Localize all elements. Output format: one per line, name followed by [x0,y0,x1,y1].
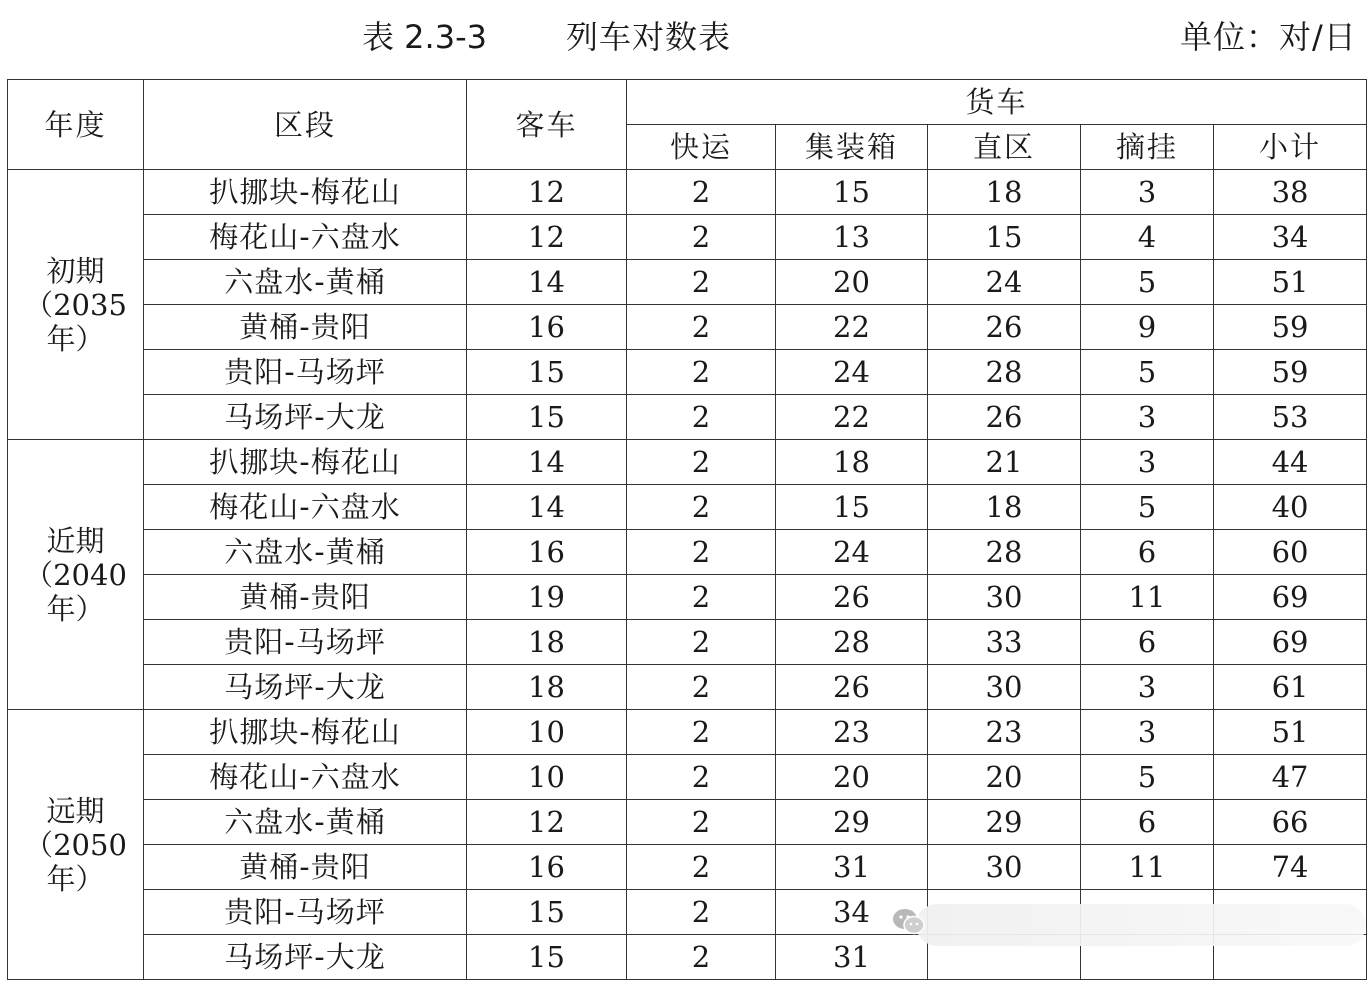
header-subtotal: 小计 [1214,125,1367,170]
express-cell: 2 [627,845,776,890]
direct-cell: 23 [928,710,1081,755]
container-cell: 22 [776,395,928,440]
period-cell [8,440,144,710]
pickup-cell [1081,935,1214,980]
express-cell: 2 [627,710,776,755]
table-title: 列车对数表 [566,18,732,56]
subtotal-cell: 69 [1214,620,1367,665]
period-year: （2035 [24,287,127,322]
pickup-cell: 6 [1081,620,1214,665]
direct-cell: 28 [928,530,1081,575]
table-number: 表 2.3-3 [362,18,487,56]
direct-cell: 24 [928,260,1081,305]
container-cell: 31 [776,935,928,980]
subtotal-cell: 38 [1214,170,1367,215]
pickup-cell: 9 [1081,305,1214,350]
direct-cell: 30 [928,575,1081,620]
container-cell: 18 [776,440,928,485]
train-pairs-table [7,79,1367,980]
subtotal-cell: 34 [1214,215,1367,260]
table-row [8,215,1367,260]
passenger-cell: 16 [467,845,627,890]
passenger-cell: 18 [467,665,627,710]
period-name: 初期 [46,253,105,288]
section-cell: 扒挪块-梅花山 [144,440,467,485]
container-cell: 28 [776,620,928,665]
express-cell: 2 [627,575,776,620]
subtotal-cell: 60 [1214,530,1367,575]
table-row [8,800,1367,845]
container-cell: 15 [776,485,928,530]
table-row [8,755,1367,800]
direct-cell: 30 [928,845,1081,890]
table-row [8,845,1367,890]
container-cell: 34 [776,890,928,935]
period-name: 近期 [46,523,105,558]
pickup-cell: 3 [1081,440,1214,485]
period-year-suffix: 年） [46,591,105,626]
table-row [8,395,1367,440]
passenger-cell: 19 [467,575,627,620]
passenger-cell: 16 [467,305,627,350]
section-cell: 马场坪-大龙 [144,935,467,980]
express-cell: 2 [627,260,776,305]
pickup-cell: 11 [1081,845,1214,890]
table-row [8,710,1367,755]
subtotal-cell: 61 [1214,665,1367,710]
passenger-cell: 15 [467,350,627,395]
container-cell: 26 [776,665,928,710]
passenger-cell: 16 [467,530,627,575]
passenger-cell: 10 [467,710,627,755]
pickup-cell: 6 [1081,530,1214,575]
section-cell: 黄桶-贵阳 [144,305,467,350]
direct-cell: 21 [928,440,1081,485]
express-cell: 2 [627,935,776,980]
period-year: （2050 [24,827,127,862]
express-cell: 2 [627,755,776,800]
table-row [8,530,1367,575]
container-cell: 13 [776,215,928,260]
period-year: （2040 [24,557,127,592]
express-cell: 2 [627,890,776,935]
period-year-suffix: 年） [46,861,105,896]
table-row [8,350,1367,395]
table-row [8,260,1367,305]
direct-cell: 26 [928,395,1081,440]
header-pickup: 摘挂 [1081,125,1214,170]
pickup-cell: 5 [1081,260,1214,305]
period-cell [8,710,144,980]
container-cell: 20 [776,260,928,305]
passenger-cell: 15 [467,935,627,980]
container-cell: 24 [776,350,928,395]
subtotal-cell: 47 [1214,755,1367,800]
subtotal-cell: 59 [1214,350,1367,395]
pickup-cell: 4 [1081,215,1214,260]
passenger-cell: 18 [467,620,627,665]
table-row [8,440,1367,485]
express-cell: 2 [627,215,776,260]
pickup-cell: 3 [1081,665,1214,710]
pickup-cell: 6 [1081,800,1214,845]
passenger-cell: 15 [467,890,627,935]
passenger-cell: 15 [467,395,627,440]
container-cell: 20 [776,755,928,800]
passenger-cell: 14 [467,485,627,530]
passenger-cell: 14 [467,440,627,485]
container-cell: 23 [776,710,928,755]
express-cell: 2 [627,485,776,530]
express-cell: 2 [627,305,776,350]
express-cell: 2 [627,620,776,665]
direct-cell: 26 [928,305,1081,350]
table-row [8,890,1367,935]
subtotal-cell: 69 [1214,575,1367,620]
pickup-cell: 5 [1081,755,1214,800]
subtotal-cell: 44 [1214,440,1367,485]
header-direct: 直区 [928,125,1081,170]
header-passenger: 客车 [467,80,627,170]
header-container: 集装箱 [776,125,928,170]
section-cell: 马场坪-大龙 [144,665,467,710]
express-cell: 2 [627,800,776,845]
express-cell: 2 [627,440,776,485]
section-cell: 马场坪-大龙 [144,395,467,440]
express-cell: 2 [627,530,776,575]
table-row [8,170,1367,215]
header-section: 区段 [144,80,467,170]
direct-cell: 29 [928,800,1081,845]
direct-cell [928,890,1081,935]
container-cell: 15 [776,170,928,215]
container-cell: 26 [776,575,928,620]
direct-cell: 18 [928,485,1081,530]
container-cell: 31 [776,845,928,890]
period-name: 远期 [46,793,105,828]
section-cell: 黄桶-贵阳 [144,575,467,620]
section-cell: 扒挪块-梅花山 [144,170,467,215]
section-cell: 六盘水-黄桶 [144,800,467,845]
pickup-cell: 3 [1081,170,1214,215]
table-row [8,305,1367,350]
direct-cell: 15 [928,215,1081,260]
period-year-suffix: 年） [46,321,105,356]
period-cell [8,170,144,440]
pickup-cell: 5 [1081,350,1214,395]
subtotal-cell: 74 [1214,845,1367,890]
pickup-cell: 3 [1081,710,1214,755]
pickup-cell [1081,890,1214,935]
section-cell: 六盘水-黄桶 [144,530,467,575]
container-cell: 24 [776,530,928,575]
subtotal-cell: 40 [1214,485,1367,530]
direct-cell [928,935,1081,980]
section-cell: 梅花山-六盘水 [144,755,467,800]
express-cell: 2 [627,350,776,395]
header-year: 年度 [8,80,144,170]
section-cell: 贵阳-马场坪 [144,620,467,665]
table-row [8,485,1367,530]
subtotal-cell: 53 [1214,395,1367,440]
direct-cell: 33 [928,620,1081,665]
table-row [8,575,1367,620]
section-cell: 梅花山-六盘水 [144,215,467,260]
section-cell: 贵阳-马场坪 [144,350,467,395]
table-unit: 单位：对/日 [1180,18,1357,56]
subtotal-cell: 51 [1214,710,1367,755]
direct-cell: 28 [928,350,1081,395]
container-cell: 29 [776,800,928,845]
express-cell: 2 [627,170,776,215]
section-cell: 梅花山-六盘水 [144,485,467,530]
table-row [8,935,1367,980]
section-cell: 六盘水-黄桶 [144,260,467,305]
passenger-cell: 10 [467,755,627,800]
pickup-cell: 11 [1081,575,1214,620]
section-cell: 黄桶-贵阳 [144,845,467,890]
section-cell: 贵阳-马场坪 [144,890,467,935]
subtotal-cell: 51 [1214,260,1367,305]
section-cell: 扒挪块-梅花山 [144,710,467,755]
table-row [8,665,1367,710]
subtotal-cell [1214,935,1367,980]
passenger-cell: 12 [467,170,627,215]
express-cell: 2 [627,395,776,440]
subtotal-cell [1214,890,1367,935]
direct-cell: 18 [928,170,1081,215]
container-cell: 22 [776,305,928,350]
table-body [8,170,1367,980]
pickup-cell: 3 [1081,395,1214,440]
subtotal-cell: 66 [1214,800,1367,845]
table-row [8,620,1367,665]
subtotal-cell: 59 [1214,305,1367,350]
passenger-cell: 12 [467,215,627,260]
direct-cell: 30 [928,665,1081,710]
express-cell: 2 [627,665,776,710]
direct-cell: 20 [928,755,1081,800]
passenger-cell: 14 [467,260,627,305]
header-freight: 货车 [627,80,1367,125]
header-express: 快运 [627,125,776,170]
passenger-cell: 12 [467,800,627,845]
pickup-cell: 5 [1081,485,1214,530]
